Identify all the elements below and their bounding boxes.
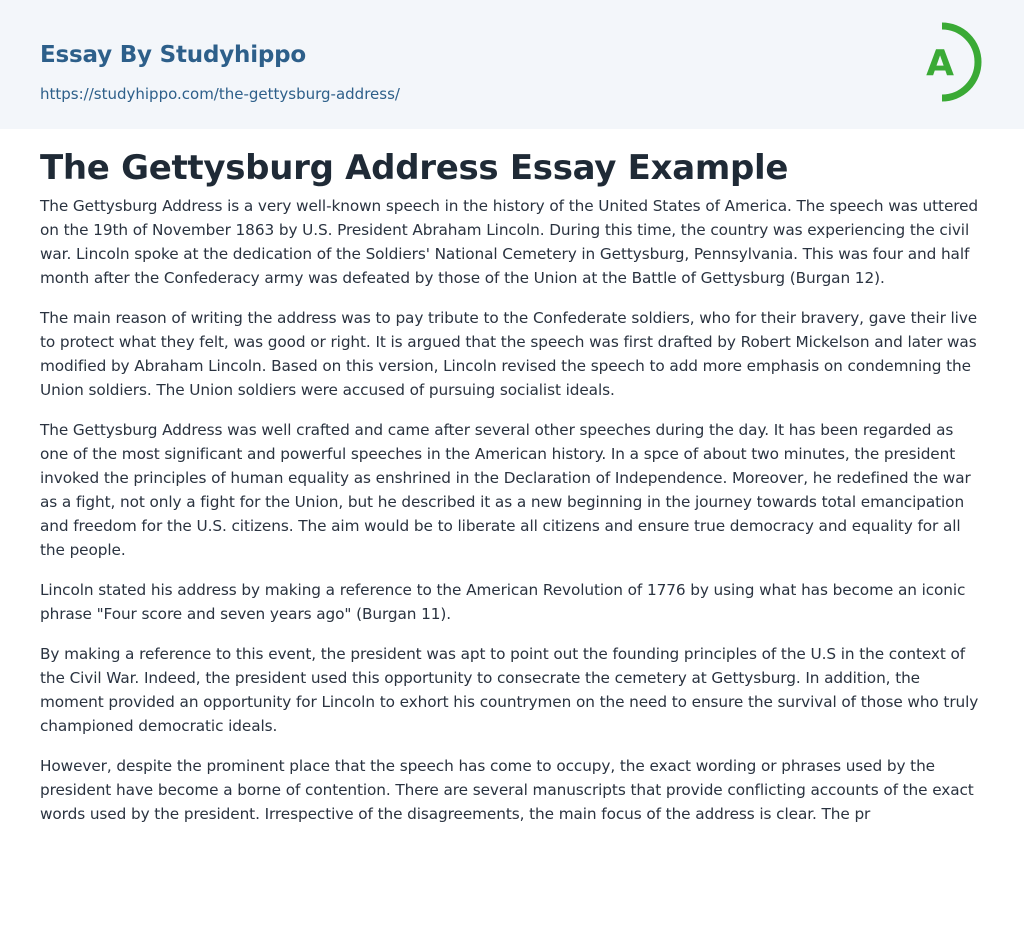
paragraph: However, despite the prominent place that the speech has come to occupy, the exact wording or phrases used by the president have become a borne of contention. There are several manuscripts that provide conflicting accounts of the exact words used by the president. Irrespective of the disagreements, the main focus of the address is clear. The pr: [40, 757, 974, 823]
paragraph: By making a reference to this event, the president was apt to point out the founding principles of the U.S in the context of the Civil War. Indeed, the president used this opportunity to consecrate the cemetery at Gettysburg. In addition, the moment provided an opportunity for Lincoln to exhort his countrymen on the need to ensure the survival of those who truly championed democratic ideals.: [40, 645, 979, 735]
logo-letter: A: [926, 43, 954, 84]
source-url-link[interactable]: https://studyhippo.com/the-gettysburg-address/: [40, 85, 400, 103]
brand-title[interactable]: Essay By Studyhippo: [40, 42, 307, 68]
paragraph: Lincoln stated his address by making a reference to the American Revolution of 1776 by using what has become an iconic phrase "Four score and seven years ago" (Burgan 11).: [40, 581, 966, 623]
studyhippo-logo-icon[interactable]: [912, 19, 986, 105]
page-title: The Gettysburg Address Essay Example: [40, 148, 789, 188]
paragraph: The Gettysburg Address is a very well-known speech in the history of the United States of America. The speech was uttered on the 19th of November 1863 by U.S. President Abraham Lincoln. During this time, the country was experiencing the civil war. Lincoln spoke at the dedication of the Soldiers' National Cemetery in Gettysburg, Pennsylvania. This was four and half month after the Confederacy army was defeated by those of the Union at the Battle of Gettysburg (Burgan 12).: [40, 197, 979, 287]
paragraph: The main reason of writing the address was to pay tribute to the Confederate soldiers, who for their bravery, gave their live to protect what they felt, was good or right. It is argued that the speech was first drafted by Robert Mickelson and later was modified by Abraham Lincoln. Based on this version, Lincoln revised the speech to add more emphasis on condemning the Union soldiers. The Union soldiers were accused of pursuing socialist ideals.: [40, 309, 978, 399]
paragraph: The Gettysburg Address was well crafted and came after several other speeches during the day. It has been regarded as one of the most significant and powerful speeches in the American history. In a spce of about two minutes, the president invoked the principles of human equality as enshrined in the Declaration of Independence. Moreover, he redefined the war as a fight, not only a fight for the Union, but he described it as a new beginning in the journey towards total emancipation and freedom for the U.S. citizens. The aim would be to liberate all citizens and ensure true democracy and equality for all the people.: [40, 421, 971, 559]
article-body: [40, 194, 984, 842]
